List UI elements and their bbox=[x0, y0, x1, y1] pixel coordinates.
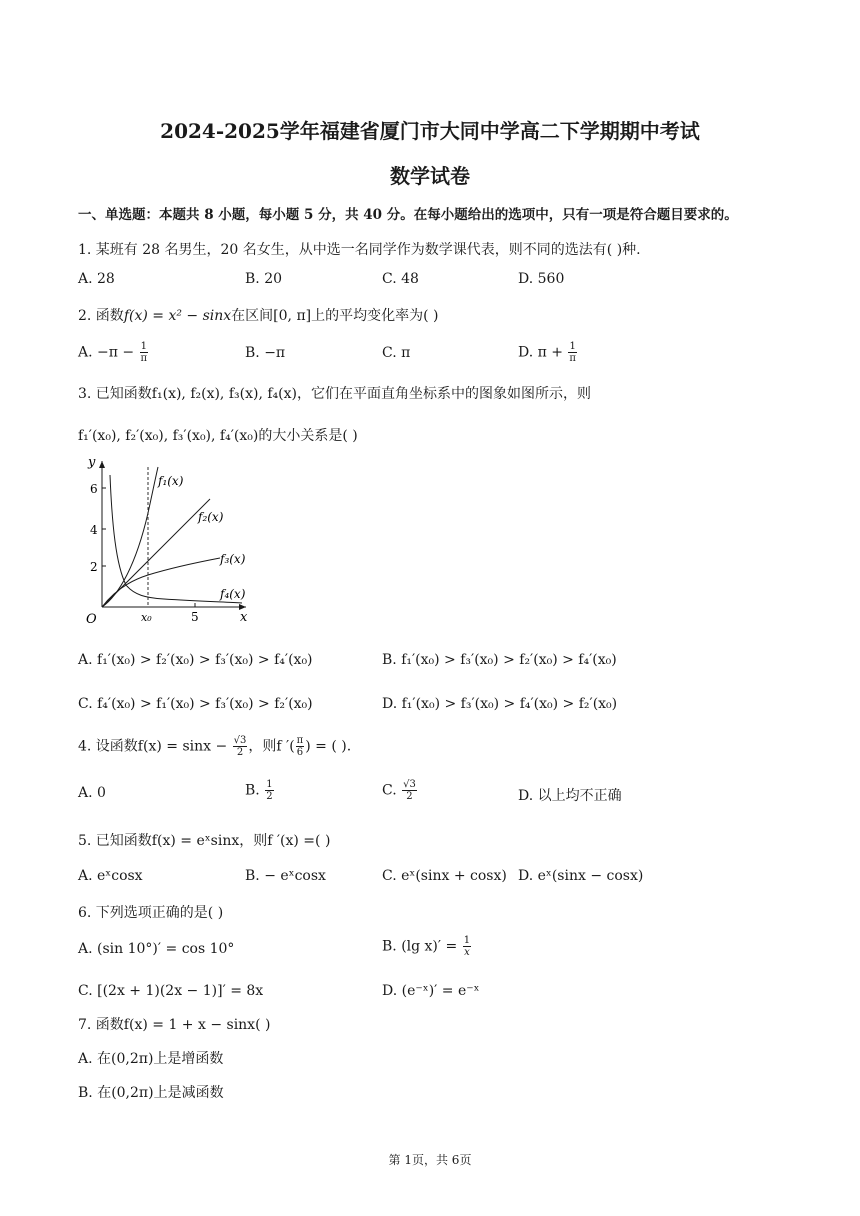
q2-option-c: C. π bbox=[382, 345, 411, 361]
q4-c-text: C. bbox=[382, 782, 397, 799]
exam-title: 2024-2025学年福建省厦门市大同中学高二下学期期中考试 bbox=[160, 119, 700, 143]
q6-option-a: A. (sin 10°)′ = cos 10° bbox=[78, 941, 235, 957]
q2-interval: [0, π] bbox=[273, 308, 312, 324]
q1-option-b: B. 20 bbox=[245, 271, 283, 287]
q3-option-a: A. f₁′(x₀) > f₂′(x₀) > f₃′(x₀) > f₄′(x₀) bbox=[78, 652, 313, 668]
q4-arg-num: π bbox=[296, 735, 304, 746]
label-f4: f₄(x) bbox=[220, 587, 246, 601]
q4-fraction bbox=[233, 735, 248, 758]
q4-stem-pre: 4. 设函数f(x) = sinx − bbox=[78, 738, 228, 755]
q6-option-c: C. [(2x + 1)(2x − 1)]′ = 8x bbox=[78, 983, 264, 999]
q3-option-c: C. f₄′(x₀) > f₁′(x₀) > f₃′(x₀) > f₂′(x₀) bbox=[78, 696, 313, 712]
q1-option-c: C. 48 bbox=[382, 271, 419, 287]
origin-label: O bbox=[86, 612, 97, 627]
curve-f4 bbox=[110, 475, 242, 603]
q4-stem-mid: ，则f ′ bbox=[248, 738, 290, 755]
q3-function-graph bbox=[74, 455, 254, 635]
page-footer: 第 1页，共 6页 bbox=[388, 1153, 472, 1167]
q3-option-b: B. f₁′(x₀) > f₃′(x₀) > f₂′(x₀) > f₄′(x₀) bbox=[382, 652, 617, 668]
q4-b-text: B. bbox=[245, 782, 260, 799]
q4-num: √3 bbox=[233, 735, 247, 746]
q2-a-den: π bbox=[140, 353, 148, 364]
q4-c-den: 2 bbox=[406, 791, 413, 802]
q4-option-d: D. 以上均不正确 bbox=[518, 788, 622, 804]
q2-a-text: A. −π − bbox=[78, 344, 135, 361]
q2-option-a bbox=[78, 341, 149, 364]
q2-a-fraction bbox=[140, 341, 148, 364]
q3-stem: 3. 已知函数f₁(x), f₂(x), f₃(x), f₄(x)，它们在平面直角坐标系中的图象如图所示，则 bbox=[78, 386, 591, 402]
q6-b-fraction bbox=[463, 935, 471, 958]
q2-a-num: 1 bbox=[140, 341, 147, 352]
q3-option-d: D. f₁′(x₀) > f₃′(x₀) > f₄′(x₀) > f₂′(x₀) bbox=[382, 696, 618, 712]
y-tick-label-2: 2 bbox=[90, 560, 98, 574]
q4-stem-post: = ( ). bbox=[315, 738, 352, 755]
q4-den: 2 bbox=[236, 747, 244, 758]
q2-d-den: π bbox=[569, 353, 576, 364]
q1-stem: 1. 某班有 28 名男生，20 名女生，从中选一名同学作为数学课代表，则不同的选法有( )种. bbox=[78, 242, 641, 258]
q1-option-a: A. 28 bbox=[78, 271, 115, 287]
q2-function: f(x) = x² − sinx bbox=[123, 308, 232, 324]
y-label: y bbox=[88, 455, 96, 470]
q4-b-num: 1 bbox=[266, 779, 273, 790]
q4-c-num: √3 bbox=[403, 779, 416, 790]
q2-stem-mid: 在区间 bbox=[231, 308, 274, 324]
q1-option-d: D. 560 bbox=[518, 271, 565, 287]
q2-d-fraction bbox=[568, 341, 576, 364]
q6-b-num: 1 bbox=[463, 935, 471, 946]
q2-option-d bbox=[518, 341, 578, 364]
y-axis-arrow bbox=[99, 461, 105, 468]
q4-option-a: A. 0 bbox=[78, 785, 106, 801]
section-heading: 一、单选题：本题共 8 小题，每小题 5 分，共 40 分。在每小题给出的选项中，只有一项是符合题目要求的。 bbox=[78, 207, 738, 223]
x-label: x bbox=[240, 610, 248, 625]
label-f1: f₁(x) bbox=[158, 474, 184, 488]
q7-option-a: A. 在(0,2π)上是增函数 bbox=[78, 1051, 224, 1067]
q2-d-text: D. π + bbox=[518, 344, 564, 361]
q5-option-c: C. eˣ(sinx + cosx) bbox=[382, 868, 507, 884]
q4-b-den: 2 bbox=[266, 791, 273, 802]
q4-option-c bbox=[382, 779, 418, 802]
q3-stem-2: f₁′(x₀), f₂′(x₀), f₃′(x₀), f₄′(x₀)的大小关系是( ) bbox=[78, 428, 358, 444]
q6-option-d: D. (e⁻ˣ)′ = e⁻ˣ bbox=[382, 983, 480, 999]
q5-option-a: A. eˣcosx bbox=[78, 868, 143, 884]
q4-stem: 4. 设函数f(x) = sinx − $\frac{√3}{2}$ ，则f ′( $\frac{\pi}{6}$ ) = ( ). bbox=[78, 735, 352, 758]
q7-option-b: B. 在(0,2π)上是减函数 bbox=[78, 1085, 224, 1101]
q2-d-num: 1 bbox=[569, 341, 576, 352]
q2-option-b: B. −π bbox=[245, 345, 286, 361]
q2-stem-post: 上的平均变化率为( ) bbox=[311, 308, 439, 324]
q5-stem: 5. 已知函数f(x) = eˣsinx，则f ′(x) =( ) bbox=[78, 833, 331, 849]
q5-option-b: B. − eˣcosx bbox=[245, 868, 326, 884]
label-f2: f₂(x) bbox=[198, 510, 224, 524]
q4-c-fraction bbox=[402, 779, 417, 802]
label-f3: f₃(x) bbox=[220, 552, 246, 566]
y-tick-label-6: 6 bbox=[90, 482, 98, 496]
q6-stem: 6. 下列选项正确的是( ) bbox=[78, 905, 224, 921]
q2-stem bbox=[78, 305, 438, 325]
exam-subtitle: 数学试卷 bbox=[390, 164, 470, 188]
q4-arg-fraction bbox=[296, 735, 305, 758]
q4-option-b bbox=[245, 779, 275, 802]
q6-b-text: B. (lg x)′ = bbox=[382, 938, 458, 955]
q4-arg-den: 6 bbox=[296, 747, 304, 758]
q6-b-den: x bbox=[464, 947, 470, 958]
q2-stem-pre: 2. 函数 bbox=[78, 308, 124, 324]
x-tick-label-5: 5 bbox=[191, 610, 199, 624]
q5-option-d: D. eˣ(sinx − cosx) bbox=[518, 868, 644, 884]
q4-b-fraction bbox=[265, 779, 273, 802]
q7-stem: 7. 函数f(x) = 1 + x − sinx( ) bbox=[78, 1017, 271, 1033]
y-tick-label-4: 4 bbox=[90, 523, 98, 537]
x-tick-label-x0: x₀ bbox=[141, 611, 152, 624]
q6-option-b bbox=[382, 935, 472, 958]
